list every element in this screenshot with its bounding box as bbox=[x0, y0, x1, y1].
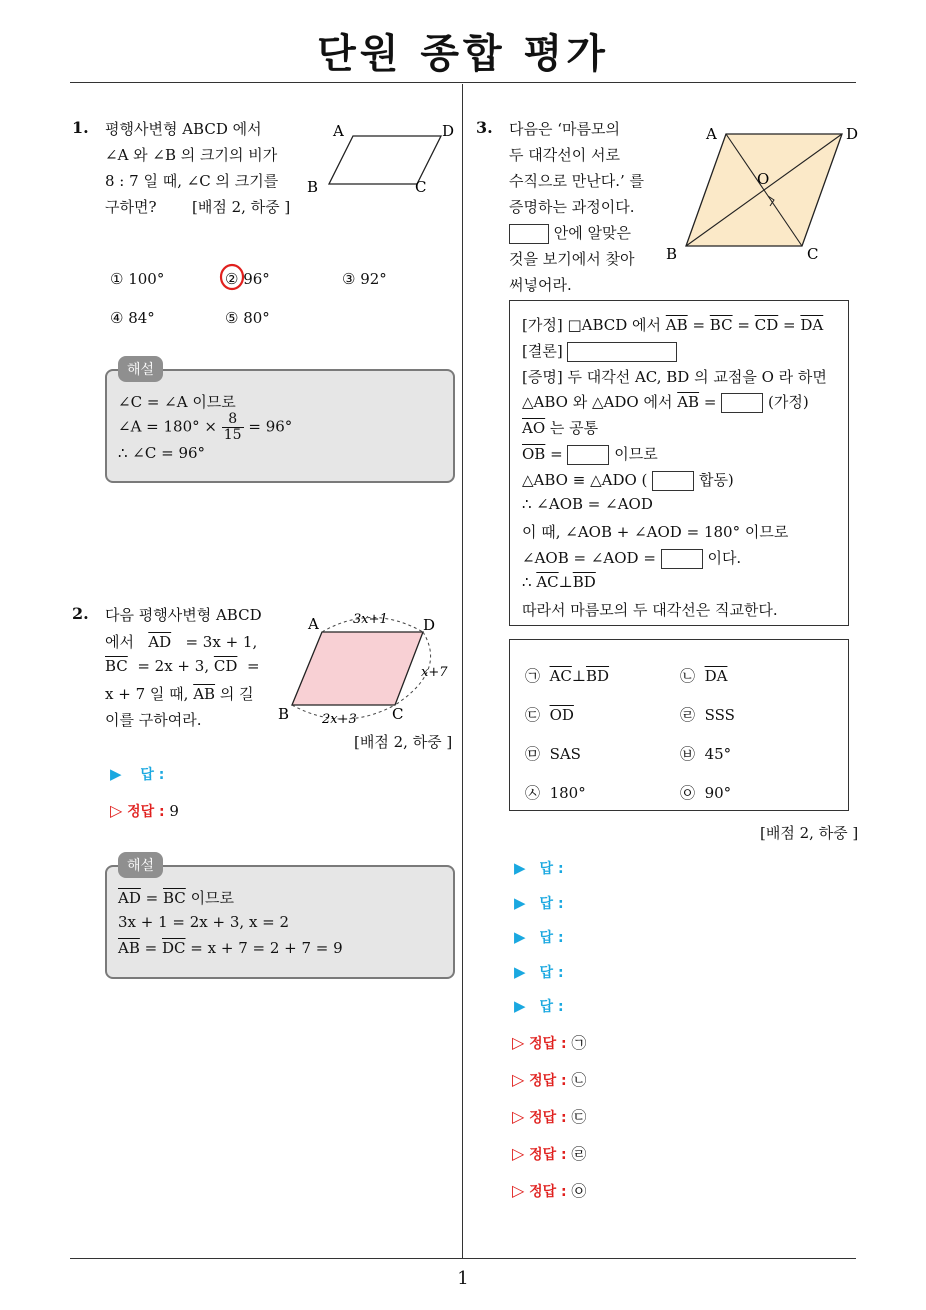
points-label: [배점 2, 하중 ] bbox=[760, 824, 859, 842]
question-text-line: ∠A 와 ∠B 의 크기의 비가 bbox=[105, 146, 278, 164]
option-item[interactable]: ㉧ 90° bbox=[680, 784, 732, 802]
vertex-label: B bbox=[666, 245, 678, 263]
explanation-tag: 해설 bbox=[118, 852, 163, 878]
page-number: 1 bbox=[457, 1268, 469, 1289]
side-label: 2x+3 bbox=[322, 712, 357, 727]
vertex-label: C bbox=[415, 178, 427, 196]
answer-row[interactable]: ▶ 답 : bbox=[514, 893, 564, 912]
vertex-label: A bbox=[706, 125, 717, 143]
choice-3[interactable]: ③ 92° bbox=[342, 270, 387, 288]
vertex-label: B bbox=[278, 705, 290, 723]
question-text-line: 에서 $\overline{AD}$ = 3x + 1, bbox=[105, 633, 258, 651]
blank-box[interactable] bbox=[567, 342, 677, 362]
proof-line: ∴ $\overline{AC}\perp\overline{BD}$ bbox=[522, 573, 596, 591]
vertex-label: D bbox=[846, 125, 859, 143]
bottom-rule bbox=[70, 1258, 856, 1259]
explanation-line: ∠C = ∠A 이므로 bbox=[118, 393, 236, 411]
explanation-line: $\overline{AD} = \overline{BC}$ 이므로 bbox=[118, 889, 235, 907]
blank-box bbox=[509, 224, 549, 244]
question-text-line: 수직으로 만난다.’ 를 bbox=[509, 172, 644, 190]
triangle-outline-icon: ▷ bbox=[512, 1144, 525, 1163]
question-text-line: 평행사변형 ABCD 에서 bbox=[105, 120, 262, 138]
proof-line: [가정] □ABCD 에서 $\overline{AB} = \overline{BC} = \overline{CD} = \overline{DA}$ bbox=[522, 316, 824, 334]
question-text-line: 8 : 7 일 때, ∠C 의 크기를 bbox=[105, 172, 279, 190]
proof-line: $\overline{AO}$ 는 공통 bbox=[522, 419, 599, 437]
points-label: [배점 2, 하중 ] bbox=[354, 733, 453, 751]
triangle-outline-icon: ▷ bbox=[110, 801, 123, 820]
proof-line: ∴ ∠AOB = ∠AOD bbox=[522, 495, 653, 513]
proof-line: △ABO ≡ △ADO ( 합동) bbox=[522, 471, 734, 489]
play-arrow-icon: ▶ bbox=[514, 893, 526, 912]
answer-row[interactable]: ▶ 답 : bbox=[110, 765, 165, 783]
correct-answer-row: ▷ 정답 : ㉢ bbox=[512, 1107, 587, 1126]
vertex-label: A bbox=[333, 122, 344, 140]
points-label: [배점 2, 하중 ] bbox=[192, 198, 291, 216]
proof-line: [결론] bbox=[522, 340, 677, 362]
rhombus-figure bbox=[664, 122, 864, 267]
play-arrow-icon: ▶ bbox=[514, 997, 526, 1015]
center-label: O bbox=[757, 170, 770, 188]
question-number: 1. bbox=[72, 118, 89, 137]
answer-row[interactable]: ▶ 답 : bbox=[514, 928, 564, 946]
correct-answer-row: ▷ 정답 : ㉧ bbox=[512, 1181, 587, 1200]
blank-box[interactable] bbox=[652, 471, 694, 491]
blank-box[interactable] bbox=[661, 549, 703, 569]
option-item[interactable]: ㉡ $\overline{DA}$ bbox=[680, 667, 728, 685]
vertex-label: D bbox=[423, 616, 436, 634]
question-text-line: 증명하는 과정이다. bbox=[509, 198, 635, 216]
blank-box[interactable] bbox=[567, 445, 609, 465]
column-divider bbox=[462, 84, 463, 1258]
proof-line: △ABO 와 △ADO 에서 $\overline{AB}$ = (가정) bbox=[522, 393, 809, 411]
option-item[interactable]: ㉢ $\overline{OD}$ bbox=[525, 706, 574, 724]
question-text-line: 것을 보기에서 찾아 bbox=[509, 250, 635, 268]
question-number: 2. bbox=[72, 604, 89, 623]
triangle-outline-icon: ▷ bbox=[512, 1181, 525, 1200]
choice-4[interactable]: ④ 84° bbox=[110, 309, 155, 327]
vertex-label: C bbox=[392, 705, 404, 723]
selected-choice-circle-icon bbox=[218, 262, 246, 292]
question-text-line: 다음 평행사변형 ABCD bbox=[105, 606, 262, 624]
fraction: $\frac{8}{15}$ bbox=[223, 411, 242, 443]
side-label: 3x+1 bbox=[353, 612, 388, 627]
triangle-outline-icon: ▷ bbox=[512, 1070, 525, 1089]
vertex-label: D bbox=[442, 122, 455, 140]
answer-row[interactable]: ▶ 답 : bbox=[514, 962, 564, 981]
play-arrow-icon: ▶ bbox=[110, 765, 122, 783]
question-text-line: 다음은 ‘마름모의 bbox=[509, 120, 620, 138]
question-text-line: 두 대각선이 서로 bbox=[509, 146, 620, 164]
proof-line: $\overline{OB}$ = 이므로 bbox=[522, 445, 658, 463]
choice-1[interactable]: ① 100° bbox=[110, 270, 165, 288]
question-text-line: 안에 알맞은 bbox=[509, 222, 631, 244]
proof-line: 이 때, ∠AOB + ∠AOD = 180° 이므로 bbox=[522, 523, 789, 541]
triangle-outline-icon: ▷ bbox=[512, 1033, 525, 1052]
play-arrow-icon: ▶ bbox=[514, 962, 526, 981]
play-arrow-icon: ▶ bbox=[514, 928, 526, 946]
choice-5[interactable]: ⑤ 80° bbox=[225, 309, 270, 327]
question-number: 3. bbox=[476, 118, 493, 137]
option-item[interactable]: ㉣ SSS bbox=[680, 706, 735, 724]
blank-box[interactable] bbox=[721, 393, 763, 413]
question-text-line: 이를 구하여라. bbox=[105, 711, 202, 729]
parallelogram-figure bbox=[305, 118, 465, 198]
explanation-line: 3x + 1 = 2x + 3, x = 2 bbox=[118, 913, 290, 931]
play-arrow-icon: ▶ bbox=[514, 859, 526, 877]
question-text-line: x + 7 일 때, $\overline{AB}$ 의 길 bbox=[105, 685, 254, 703]
vertex-label: A bbox=[308, 615, 319, 633]
correct-answer-row: ▷ 정답 : 9 bbox=[110, 801, 179, 820]
question-text-line: $\overline{BC} = 2x + 3$, $\overline{CD}$ = bbox=[105, 657, 260, 675]
explanation-tag: 해설 bbox=[118, 356, 163, 382]
question-text-line: 구하면? bbox=[105, 198, 157, 216]
page-title: 단원 종합 평가 bbox=[317, 31, 609, 77]
parallelogram-figure bbox=[275, 605, 460, 730]
proof-line: ∠AOB = ∠AOD = 이다. bbox=[522, 549, 742, 567]
vertex-label: B bbox=[307, 178, 319, 196]
triangle-outline-icon: ▷ bbox=[512, 1107, 525, 1126]
correct-answer-row: ▷ 정답 : ㉠ bbox=[512, 1033, 587, 1052]
vertex-label: C bbox=[807, 245, 819, 263]
correct-answer-row: ▷ 정답 : ㉣ bbox=[512, 1144, 587, 1163]
answer-row[interactable]: ▶ 답 : bbox=[514, 859, 564, 877]
explanation-line: ∠A = 180° × $\frac{8}{15}$ = 96° bbox=[118, 411, 293, 443]
option-item[interactable]: ㉠ $\overline{AC}\perp\overline{BD}$ bbox=[525, 667, 610, 685]
option-item[interactable]: ㉤ SAS bbox=[525, 745, 581, 763]
explanation-line: $\overline{AB} = \overline{DC} = x + 7 = 2 + 7 = 9$ bbox=[118, 939, 343, 957]
top-rule bbox=[70, 82, 856, 83]
answer-row[interactable]: ▶ 답 : bbox=[514, 997, 564, 1015]
proof-line: 따라서 마름모의 두 대각선은 직교한다. bbox=[522, 601, 778, 619]
question-text-line: 써넣어라. bbox=[509, 276, 572, 294]
explanation-line: ∴ ∠C = 96° bbox=[118, 444, 206, 462]
choice-2[interactable]: ② 96° bbox=[225, 270, 270, 288]
side-label: x+7 bbox=[421, 665, 448, 680]
option-item[interactable]: ㉥ 45° bbox=[680, 745, 732, 763]
proof-line: [증명] 두 대각선 AC, BD 의 교점을 O 라 하면 bbox=[522, 368, 827, 386]
correct-answer-row: ▷ 정답 : ㉡ bbox=[512, 1070, 587, 1089]
option-item[interactable]: ㉦ 180° bbox=[525, 784, 586, 802]
